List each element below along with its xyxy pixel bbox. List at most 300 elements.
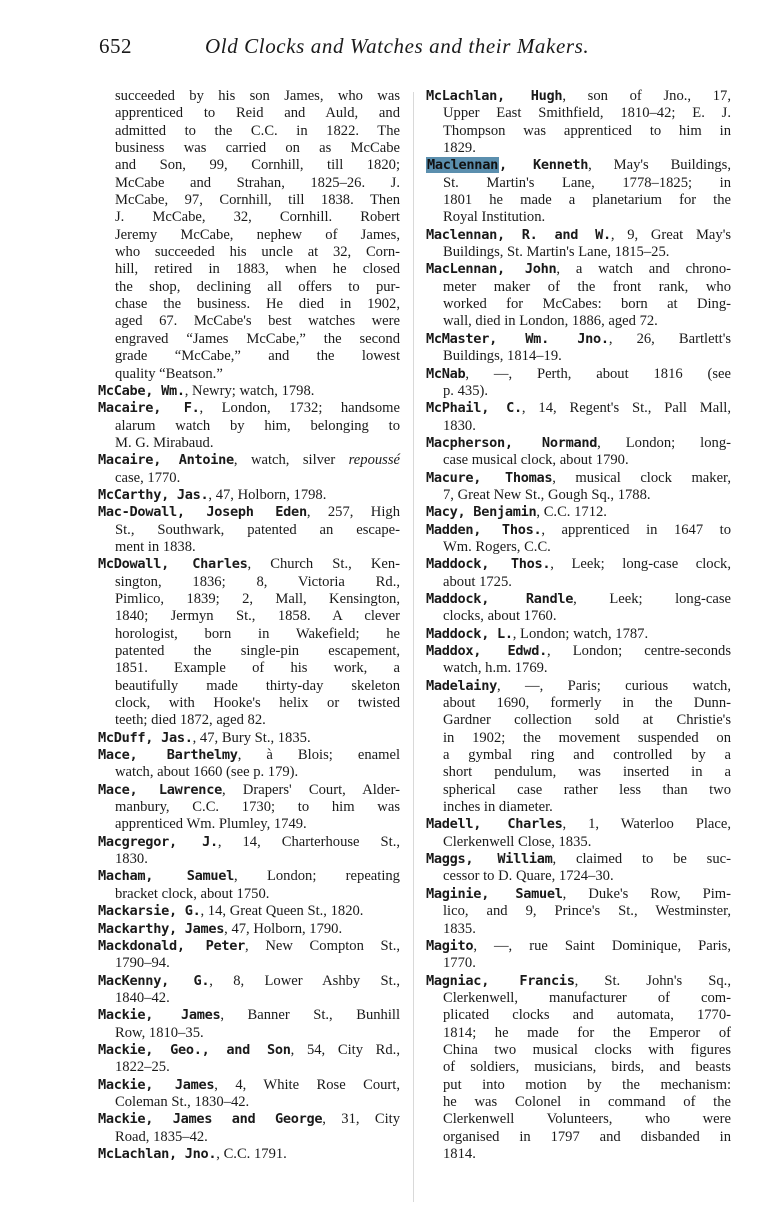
text-line (98, 261, 400, 278)
entry-text: of soldiers, musicians, birds, and beasts (443, 1059, 731, 1076)
entry-text: 7, Great New St., Gough Sq., 1788. (443, 486, 651, 503)
entry-text: 1840; Jermyn St., 1858. A clever (115, 608, 400, 625)
text-line (98, 1042, 400, 1059)
text-line (426, 868, 731, 885)
text-line (98, 348, 400, 365)
entry-text: , —, Perth, about 1816 (see (465, 365, 731, 382)
entry-text: J. McCabe, 32, Cornhill. Robert (115, 209, 400, 226)
text-line (98, 487, 400, 504)
text-line (426, 1077, 731, 1094)
entry-headword: McDuff, Jas. (98, 729, 193, 746)
entry-headword: Mace, Lawrence (98, 781, 222, 798)
text-line (426, 244, 731, 261)
text-line (98, 747, 400, 764)
dictionary-entry (426, 227, 731, 262)
entry-text: spherical case rather less than two (443, 781, 731, 798)
entry-headword: McMaster, Wm. Jno. (426, 330, 609, 347)
entry-headword: MacLennan, John (426, 261, 557, 278)
entry-headword: Macure, Thomas (426, 469, 553, 486)
entry-headword: Madden, Thos. (426, 521, 542, 538)
entry-text: Gardner collection sold at Christie's (443, 712, 731, 729)
entry-headword: McLachlan, Hugh (426, 88, 563, 104)
entry-text: , Leek; long-case clock, (550, 556, 731, 573)
text-line (98, 192, 400, 209)
entry-text: , musical clock maker, (552, 469, 731, 486)
text-line (426, 834, 731, 851)
dictionary-entry (98, 938, 400, 973)
entry-headword: McCabe, Wm. (98, 382, 185, 399)
entry-text: watch, h.m. 1769. (443, 660, 548, 677)
running-header (99, 34, 739, 68)
entry-headword: Mackie, James (98, 1076, 215, 1093)
text-line (98, 227, 400, 244)
dictionary-entry (98, 1007, 400, 1042)
entry-text: clock, with Hooke's helix or twisted (115, 695, 400, 712)
entry-text: , London; watch, 1787. (512, 625, 649, 642)
dictionary-entry (98, 782, 400, 834)
entry-headword: Maginie, Samuel (426, 885, 563, 902)
text-line (426, 452, 731, 469)
entry-headword: Mackarthy, James (98, 920, 225, 937)
entry-text: beautifully made thirty-day skeleton (115, 677, 400, 694)
entry-text: , C.C. 1791. (216, 1145, 287, 1162)
text-line (426, 556, 731, 573)
entry-text: engraved “James McCabe,” the second (115, 330, 400, 347)
entry-text: apprenticed Wm. Plumley, 1749. (115, 816, 307, 833)
entry-text: China two musical clocks with figures (443, 1041, 731, 1058)
entry-text: 1829. (443, 140, 476, 157)
dictionary-entry (98, 903, 400, 920)
text-line (98, 313, 400, 330)
entry-headword: Maddox, Edwd. (426, 643, 547, 659)
entry-text: meter maker of the front rank, who (443, 278, 731, 295)
text-line (426, 973, 731, 990)
dictionary-entry (426, 643, 731, 678)
entry-headword: McCarthy, Jas. (98, 486, 209, 503)
text-line (98, 556, 400, 573)
text-line (426, 990, 731, 1007)
entry-text: Road, 1835–42. (115, 1128, 208, 1145)
entry-text: quality “Beatson.” (115, 365, 223, 382)
entry-headword: Maddock, Thos. (426, 556, 551, 573)
text-line (426, 539, 731, 556)
text-line (98, 695, 400, 712)
entry-text: sington, 1836; 8, Victoria Rd., (115, 573, 400, 590)
text-line (98, 105, 400, 122)
entry-text: bracket clock, about 1750. (115, 885, 270, 902)
entry-text: , 26, Bartlett's (608, 330, 731, 347)
dictionary-entry (98, 487, 400, 504)
text-line (426, 660, 731, 677)
entry-text: , May's Buildings, (588, 157, 731, 174)
text-line (98, 123, 400, 140)
entry-text: Buildings, St. Martin's Lane, 1815–25. (443, 244, 670, 261)
headword-rest: , Kenneth (498, 157, 589, 174)
entry-headword: Macpherson, Normand (426, 434, 598, 451)
entry-text: Pimlico, 1839; 2, Mall, Kensington, (115, 590, 400, 607)
entry-headword: Macaire, F. (98, 400, 200, 417)
dictionary-entry (426, 938, 731, 973)
text-line (426, 903, 731, 920)
entry-headword: McNab (426, 365, 466, 382)
text-line (426, 279, 731, 296)
text-line (426, 591, 731, 608)
dictionary-entry (426, 157, 731, 226)
entry-text: 1814; he made for the Emperor of (443, 1024, 731, 1041)
entry-text: p. 435). (443, 382, 488, 399)
entry-text: succeeded by his son James, who was (115, 88, 400, 104)
entry-text: , Banner St., Bunhill (220, 1007, 400, 1024)
entry-headword: Maclennan, R. and W. (426, 226, 611, 243)
entry-headword: Mackie, James and George (98, 1111, 323, 1128)
entry-text: 1840–42. (115, 989, 170, 1006)
text-line (98, 522, 400, 539)
entry-text: , watch, silver (233, 452, 349, 469)
entry-text: , 1, Waterloo Place, (562, 816, 732, 833)
text-line (98, 1094, 400, 1111)
entry-headword: MacKenny, G. (98, 972, 210, 989)
text-line (98, 1111, 400, 1128)
entry-headword: Maddock, L. (426, 625, 513, 642)
text-line (426, 955, 731, 972)
dictionary-entry (426, 851, 731, 886)
highlighted-word[interactable]: Maclennan (427, 157, 498, 174)
text-line (426, 730, 731, 747)
entry-text: St., Southwark, patented an escape- (115, 521, 400, 538)
text-line (98, 678, 400, 695)
text-line (98, 157, 400, 174)
text-line (426, 1146, 731, 1163)
entry-text: plicated clocks and automata, 1770- (443, 1007, 731, 1024)
entry-text: Clerkenwell Close, 1835. (443, 833, 592, 850)
dictionary-entry (98, 452, 400, 487)
italic-term: repoussé (348, 452, 400, 469)
dictionary-entry (426, 261, 731, 330)
dictionary-entry (426, 973, 731, 1164)
dictionary-entry (98, 1042, 400, 1077)
entry-headword: Madell, Charles (426, 816, 563, 833)
text-line (98, 1129, 400, 1146)
entry-text: Upper East Smithfield, 1810–42; E. J. (443, 105, 731, 122)
entry-text: grade “McCabe,” and the lowest (115, 348, 400, 365)
entry-text: , Leek; long-case (573, 590, 731, 607)
entry-text: alarum watch by him, belonging to (115, 417, 400, 434)
entry-text: 1790–94. (115, 955, 170, 972)
text-line (426, 348, 731, 365)
text-line (426, 157, 731, 174)
text-line (426, 487, 731, 504)
entry-headword: Macy, Benjamin (426, 504, 537, 521)
entry-text: teeth; died 1872, aged 82. (115, 712, 266, 729)
text-line (98, 366, 400, 383)
text-line (98, 452, 400, 469)
text-line (426, 504, 731, 521)
text-line (426, 261, 731, 278)
entry-headword: Magniac, Francis (426, 972, 575, 989)
entry-headword: McPhail, C. (426, 400, 522, 417)
entry-text: , C.C. 1712. (536, 504, 607, 521)
text-line (98, 730, 400, 747)
text-line (426, 470, 731, 487)
text-line (98, 799, 400, 816)
entry-text: Row, 1810–35. (115, 1024, 204, 1041)
entry-text: Jeremy McCabe, nephew of James, (115, 226, 400, 243)
entry-text: Royal Institution. (443, 209, 546, 226)
entry-text: , Newry; watch, 1798. (184, 382, 315, 399)
dictionary-entry (98, 504, 400, 556)
text-line (426, 799, 731, 816)
text-line (426, 400, 731, 417)
entry-text: , à Blois; enamel (237, 747, 400, 764)
dictionary-entry (98, 556, 400, 729)
entry-text: wall, died in London, 1886, aged 72. (443, 313, 658, 330)
entry-headword: Mace, Barthelmy (98, 747, 238, 764)
text-line (98, 418, 400, 435)
entry-headword: Maddock, Randle (426, 590, 574, 607)
entry-text: short pendulum, was inserted in a (443, 764, 731, 781)
entry-text: hill, retired in 1883, when he closed (115, 261, 400, 278)
entry-text: inches in diameter. (443, 799, 553, 816)
column-divider (413, 92, 414, 1202)
entry-headword: Mackie, James (98, 1007, 221, 1024)
entry-text: , London, 1732; handsome (199, 400, 400, 417)
dictionary-entry (426, 678, 731, 817)
entry-text: Thompson was apprenticed to him in (443, 122, 731, 139)
text-line (426, 175, 731, 192)
text-line (426, 678, 731, 695)
dictionary-entry (426, 400, 731, 435)
dictionary-entry (98, 834, 400, 869)
text-line (426, 695, 731, 712)
entry-continuation (98, 88, 400, 383)
text-line (426, 366, 731, 383)
entry-headword: Maggs, William (426, 851, 553, 868)
entry-text: case, 1770. (115, 469, 181, 486)
text-line (426, 747, 731, 764)
text-line (426, 88, 731, 105)
dictionary-entry (98, 973, 400, 1008)
dictionary-entry (98, 730, 400, 747)
text-line (98, 1007, 400, 1024)
text-line (426, 816, 731, 833)
entry-text: a gymbal ring and controlled by a (443, 747, 731, 764)
text-line (98, 1146, 400, 1163)
entry-text: St. Martin's Lane, 1778–1825; in (443, 174, 731, 191)
text-line (426, 1094, 731, 1111)
text-line (98, 331, 400, 348)
text-line (426, 522, 731, 539)
entry-text: , —, Paris; curious watch, (496, 677, 731, 694)
text-line (98, 88, 400, 105)
entry-text: 1851. Example of his work, a (115, 660, 400, 677)
text-line (98, 504, 400, 521)
entry-text: watch, about 1660 (see p. 179). (115, 764, 299, 781)
text-line (426, 331, 731, 348)
text-line (426, 921, 731, 938)
text-line (426, 140, 731, 157)
text-line (98, 938, 400, 955)
text-line (426, 1007, 731, 1024)
text-line (98, 400, 400, 417)
text-line (98, 435, 400, 452)
text-line (98, 643, 400, 660)
text-line (426, 712, 731, 729)
entry-text: , New Compton St., (245, 937, 401, 954)
entry-text: aged 67. McCabe's best watches were (115, 313, 400, 330)
entry-headword: Mackdonald, Peter (98, 937, 246, 954)
text-line (98, 591, 400, 608)
entry-text: , a watch and chrono- (556, 261, 731, 278)
entry-text: 1822–25. (115, 1059, 170, 1076)
entry-text: ment in 1838. (115, 538, 196, 555)
entry-text: lico, and 9, Prince's St., Westminster, (443, 903, 731, 920)
entry-text: horologist, born in Wakefield; he (115, 625, 400, 642)
entry-text: about 1690, formerly in the Dunn- (443, 695, 731, 712)
text-line (98, 955, 400, 972)
entry-text: , 14, Charterhouse St., (217, 833, 400, 850)
entry-text: Coleman St., 1830–42. (115, 1093, 250, 1110)
text-line (98, 296, 400, 313)
text-line (98, 990, 400, 1007)
entry-text: , Church St., Ken- (247, 556, 401, 573)
dictionary-entry (98, 1146, 400, 1163)
entry-text: organised in 1797 and disbanded in (443, 1128, 731, 1145)
entry-text: Buildings, 1814–19. (443, 348, 562, 365)
dictionary-entry (426, 522, 731, 557)
left-column (98, 88, 400, 1163)
entry-text: , 14, Great Queen St., 1820. (200, 903, 364, 920)
text-line (98, 626, 400, 643)
entry-headword: Macaire, Antoine (98, 452, 234, 469)
entry-text: , St. John's Sq., (574, 972, 731, 989)
entry-text: , 54, City Rd., (290, 1041, 400, 1058)
entry-headword: Mackie, Geo., and Son (98, 1041, 291, 1058)
running-title: Old Clocks and Watches and their Makers. (205, 34, 590, 58)
entry-text: 1835. (443, 920, 476, 937)
entry-text: , London; centre-seconds (546, 643, 732, 659)
dictionary-entry (98, 747, 400, 782)
entry-headword (426, 157, 588, 173)
entry-text: , Drapers' Court, Alder- (221, 781, 400, 798)
entry-text: , 47, Holborn, 1798. (208, 486, 327, 503)
dictionary-entry (426, 435, 731, 470)
entry-text: in 1902; the movement suspended on (443, 729, 731, 746)
text-line (98, 834, 400, 851)
text-line (98, 608, 400, 625)
entry-text: Clerkenwell, manufacturer of com- (443, 989, 731, 1006)
text-line (426, 782, 731, 799)
dictionary-entry (426, 591, 731, 626)
entry-text: Clerkenwell Volunteers, who were (443, 1111, 731, 1128)
text-line (426, 435, 731, 452)
entry-headword: Macham, Samuel (98, 868, 235, 885)
text-line (426, 313, 731, 330)
entry-text: about 1725. (443, 573, 512, 590)
text-line (426, 296, 731, 313)
text-line (426, 1042, 731, 1059)
entry-text: business was carried on as McCabe (115, 140, 400, 157)
text-line (98, 886, 400, 903)
entry-text: McCabe and Strahan, 1825–26. J. (115, 174, 400, 191)
text-line (426, 383, 731, 400)
entry-text: McCabe, 97, Cornhill, till 1838. Then (115, 192, 400, 209)
text-line (426, 209, 731, 226)
text-line (426, 938, 731, 955)
text-line (426, 643, 731, 660)
text-line (426, 1025, 731, 1042)
entry-text: , London; long- (597, 434, 731, 451)
entry-text: he was Colonel in command of the (443, 1093, 731, 1110)
entry-text: , —, rue Saint Dominique, Paris, (473, 937, 731, 954)
dictionary-entry (98, 921, 400, 938)
text-line (426, 608, 731, 625)
dictionary-entry (426, 366, 731, 401)
entry-text: cessor to D. Quare, 1724–30. (443, 868, 614, 885)
entry-text: , 4, White Rose Court, (214, 1076, 400, 1093)
entry-text: M. G. Mirabaud. (115, 434, 214, 451)
text-line (98, 921, 400, 938)
entry-text: Wm. Rogers, C.C. (443, 538, 551, 555)
dictionary-entry (426, 626, 731, 643)
text-line (98, 660, 400, 677)
entry-text: , 47, Holborn, 1790. (224, 920, 343, 937)
entry-text: , claimed to be suc- (552, 851, 731, 868)
entry-text: patented the single-pin escapement, (115, 643, 400, 659)
entry-text: , 31, City (322, 1111, 400, 1128)
entry-text: 1770. (443, 955, 476, 972)
entry-text: worked for McCabes: born at Ding- (443, 296, 731, 313)
entry-text: apprenticed to Reid and Auld, and (115, 105, 400, 122)
entry-text: chase the business. He died in 1902, (115, 296, 400, 313)
entry-text: , 47, Bury St., 1835. (192, 729, 311, 746)
text-line (426, 1129, 731, 1146)
entry-text: , 257, High (306, 504, 400, 521)
text-line (426, 886, 731, 903)
text-line (98, 383, 400, 400)
text-line (426, 1111, 731, 1128)
entry-text: who succeeded his uncle at 32, Corn- (115, 244, 400, 261)
dictionary-entry (98, 868, 400, 903)
entry-headword: Mac-Dowall, Joseph Eden (98, 504, 307, 521)
entry-headword: Macgregor, J. (98, 833, 218, 850)
text-line (98, 973, 400, 990)
entry-text: , 8, Lower Ashby St., (209, 972, 400, 989)
entry-text: 1801 he made a planetarium for the (443, 192, 731, 209)
text-line (98, 1059, 400, 1076)
text-line (426, 227, 731, 244)
entry-text: , London; repeating (234, 868, 400, 885)
text-line (98, 574, 400, 591)
entry-text: 1830. (115, 851, 148, 868)
dictionary-entry (426, 331, 731, 366)
dictionary-entry (98, 400, 400, 452)
text-line (426, 626, 731, 643)
entry-text: 1830. (443, 417, 476, 434)
text-line (426, 192, 731, 209)
entry-headword: McDowall, Charles (98, 556, 248, 573)
dictionary-entry (98, 1077, 400, 1112)
entry-headword: Magito (426, 937, 474, 954)
text-line (426, 851, 731, 868)
text-line (98, 782, 400, 799)
text-line (98, 539, 400, 556)
entry-text: admitted to the C.C. in 1822. The (115, 122, 400, 139)
text-line (98, 140, 400, 157)
text-line (98, 1077, 400, 1094)
entry-text: manbury, C.C. 1730; to him was (115, 799, 400, 816)
text-line (426, 418, 731, 435)
dictionary-entry (426, 556, 731, 591)
